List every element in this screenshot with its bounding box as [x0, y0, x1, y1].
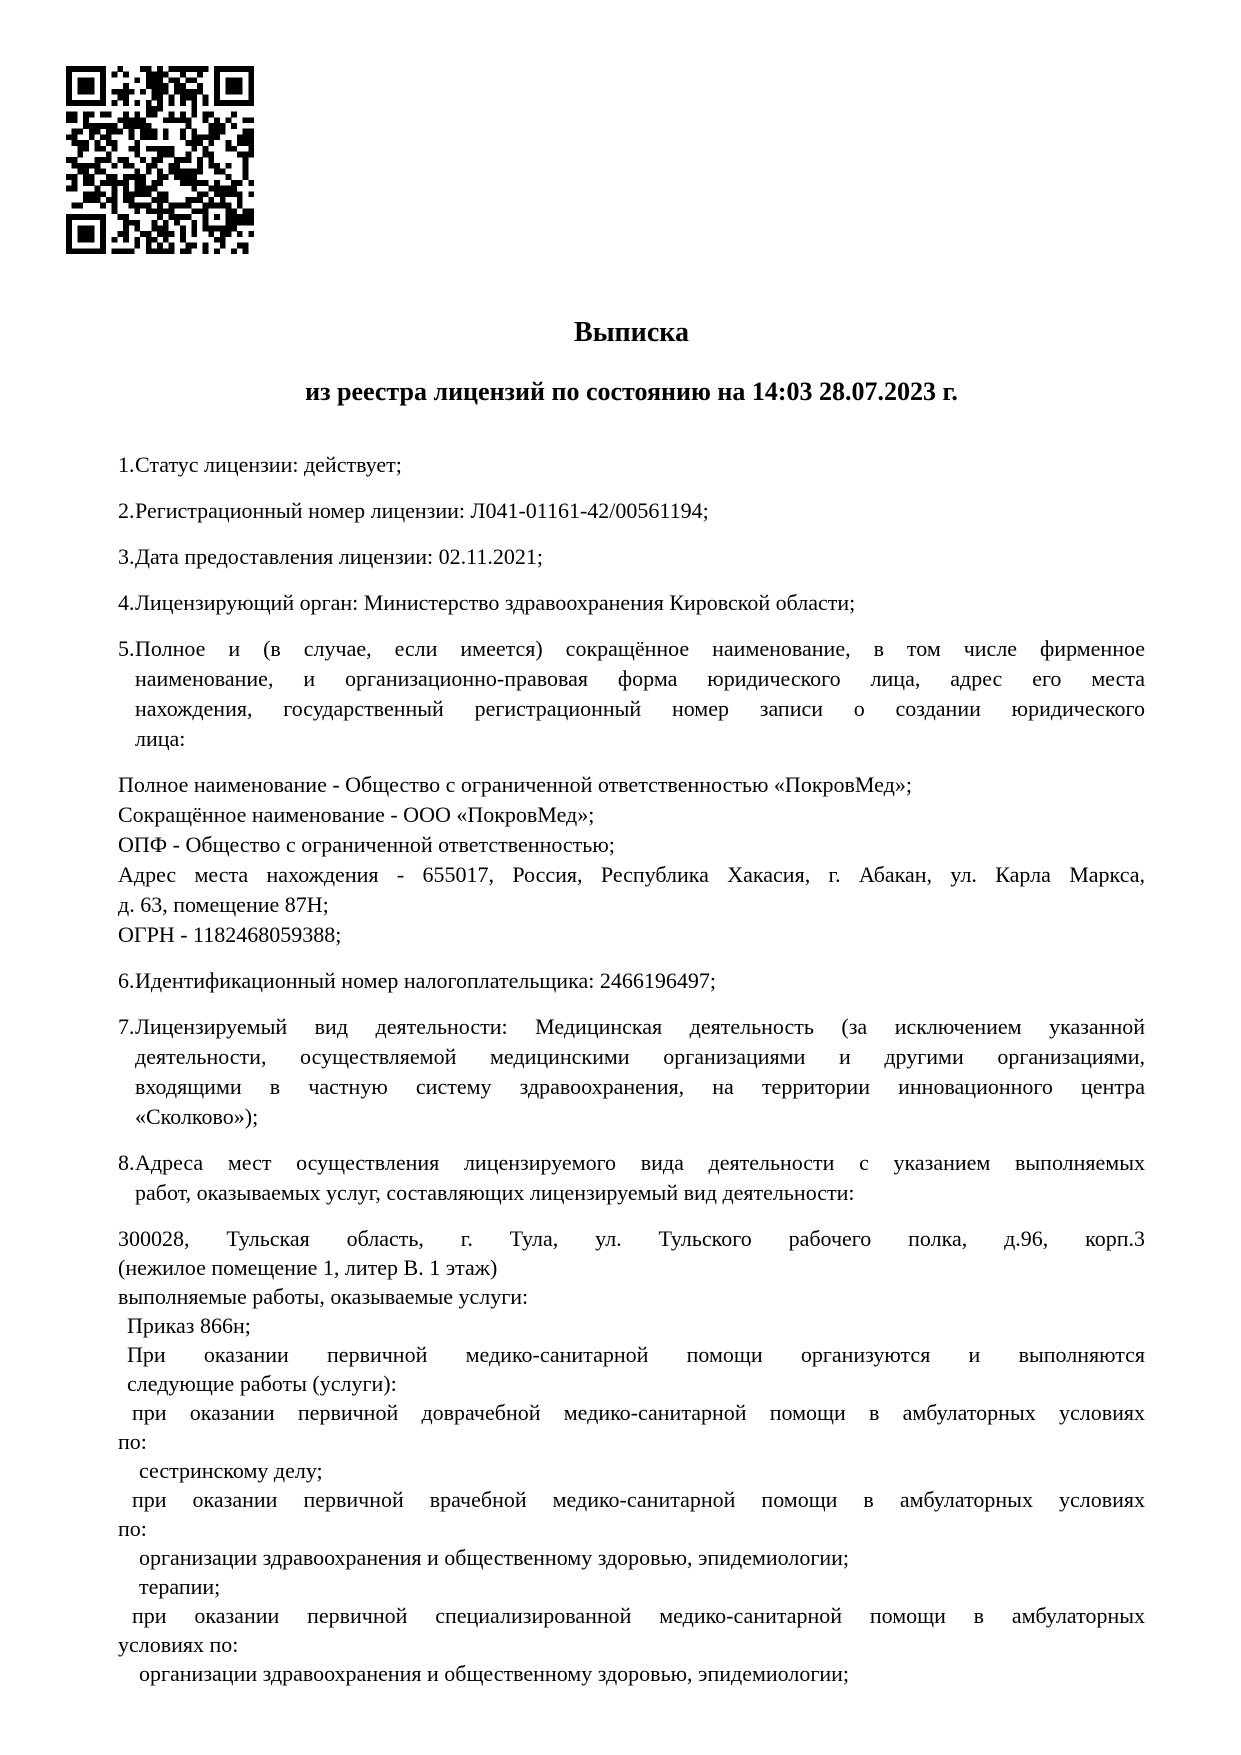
service-line: При оказании первичной медико-санитарной помощи организуются и выполняются: [127, 1342, 1145, 1367]
registry-item-1: [118, 450, 1145, 480]
registry-item-6: [118, 966, 1145, 996]
service-address-line: (нежилое помещение 1, литер В. 1 этаж): [118, 1255, 498, 1280]
service-address-line: 300028, Тульская область, г. Тула, ул. Тульского рабочего полка, д.96, корп.3: [118, 1226, 1145, 1251]
item-number: 8.: [118, 1150, 135, 1175]
qr-code: [66, 66, 254, 254]
org-short-name: Сокращённое наименование - ООО «ПокровМед»;: [118, 802, 595, 827]
item-text: Полное и (в случае, если имеется) сокращённое наименование, в том числе фирменное: [135, 636, 1145, 661]
registry-item-4: [118, 588, 1145, 618]
service-line: организации здравоохранения и общественному здоровью, эпидемиологии;: [139, 1545, 850, 1570]
page-subtitle: из реестра лицензий по состоянию на 14:03 28.07.2023 г.: [305, 377, 958, 406]
item-text: деятельности, осуществляемой медицинскими организациями и другими организациями,: [135, 1044, 1145, 1069]
item-text: Лицензируемый вид деятельности: Медицинская деятельность (за исключением указанной: [135, 1014, 1145, 1039]
activity-addresses-and-services: [118, 1224, 1145, 1688]
item-text: лица:: [135, 726, 186, 751]
org-address-line-2: д. 63, помещение 87Н;: [118, 892, 329, 917]
item-text: Статус лицензии: действует;: [135, 452, 402, 477]
org-ogrn: ОГРН - 1182468059388;: [118, 922, 342, 947]
service-line: условиях по:: [118, 1632, 239, 1657]
registry-item-3: [118, 542, 1145, 572]
item-number: 4.: [118, 590, 135, 615]
service-line: выполняемые работы, оказываемые услуги:: [118, 1284, 529, 1309]
organization-details: [118, 770, 1145, 950]
org-full-name: Полное наименование - Общество с ограниченной ответственностью «ПокровМед»;: [118, 772, 912, 797]
service-line: по:: [118, 1429, 147, 1454]
item-text: нахождения, государственный регистрационный номер записи о создании юридического: [135, 696, 1145, 721]
license-extract: [118, 318, 1145, 1688]
registry-item-8: [118, 1148, 1145, 1208]
service-line: организации здравоохранения и общественному здоровью, эпидемиологии;: [139, 1661, 850, 1686]
service-line: терапии;: [139, 1574, 221, 1599]
item-number: 1.: [118, 452, 135, 477]
service-line: по:: [118, 1516, 147, 1541]
registry-item-7: [118, 1012, 1145, 1132]
service-line: при оказании первичной специализированной медико-санитарной помощи в амбулаторных: [132, 1603, 1145, 1628]
item-text: Регистрационный номер лицензии: Л041-01161-42/00561194;: [135, 498, 709, 523]
registry-item-5: [118, 634, 1145, 754]
item-number: 6.: [118, 968, 135, 993]
item-text: Лицензирующий орган: Министерство здравоохранения Кировской области;: [135, 590, 856, 615]
registry-item-2: [118, 496, 1145, 526]
org-address-line-1: Адрес места нахождения - 655017, Россия, Республика Хакасия, г. Абакан, ул. Карла Маркса,: [118, 862, 1145, 887]
item-text: Дата предоставления лицензии: 02.11.2021;: [135, 544, 543, 569]
item-number: 7.: [118, 1014, 135, 1039]
service-line: следующие работы (услуги):: [127, 1371, 397, 1396]
item-text: Адреса мест осуществления лицензируемого вида деятельности с указанием выполняемых: [135, 1150, 1145, 1175]
page-title: Выписка: [574, 317, 689, 348]
org-legal-form: ОПФ - Общество с ограниченной ответственностью;: [118, 832, 615, 857]
service-line: при оказании первичной врачебной медико-санитарной помощи в амбулаторных условиях: [132, 1487, 1145, 1512]
item-text: наименование, и организационно-правовая форма юридического лица, адрес его места: [135, 666, 1145, 691]
item-text: работ, оказываемых услуг, составляющих лицензируемый вид деятельности:: [135, 1180, 855, 1205]
item-text: Идентификационный номер налогоплательщика: 2466196497;: [135, 968, 716, 993]
service-line: Приказ 866н;: [127, 1313, 251, 1338]
item-number: 5.: [118, 636, 135, 661]
item-number: 3.: [118, 544, 135, 569]
item-number: 2.: [118, 498, 135, 523]
service-line: при оказании первичной доврачебной медико-санитарной помощи в амбулаторных условиях: [132, 1400, 1145, 1425]
item-text: «Сколково»);: [135, 1104, 259, 1129]
item-text: входящими в частную систему здравоохранения, на территории инновационного центра: [135, 1074, 1145, 1099]
service-line: сестринскому делу;: [139, 1458, 323, 1483]
